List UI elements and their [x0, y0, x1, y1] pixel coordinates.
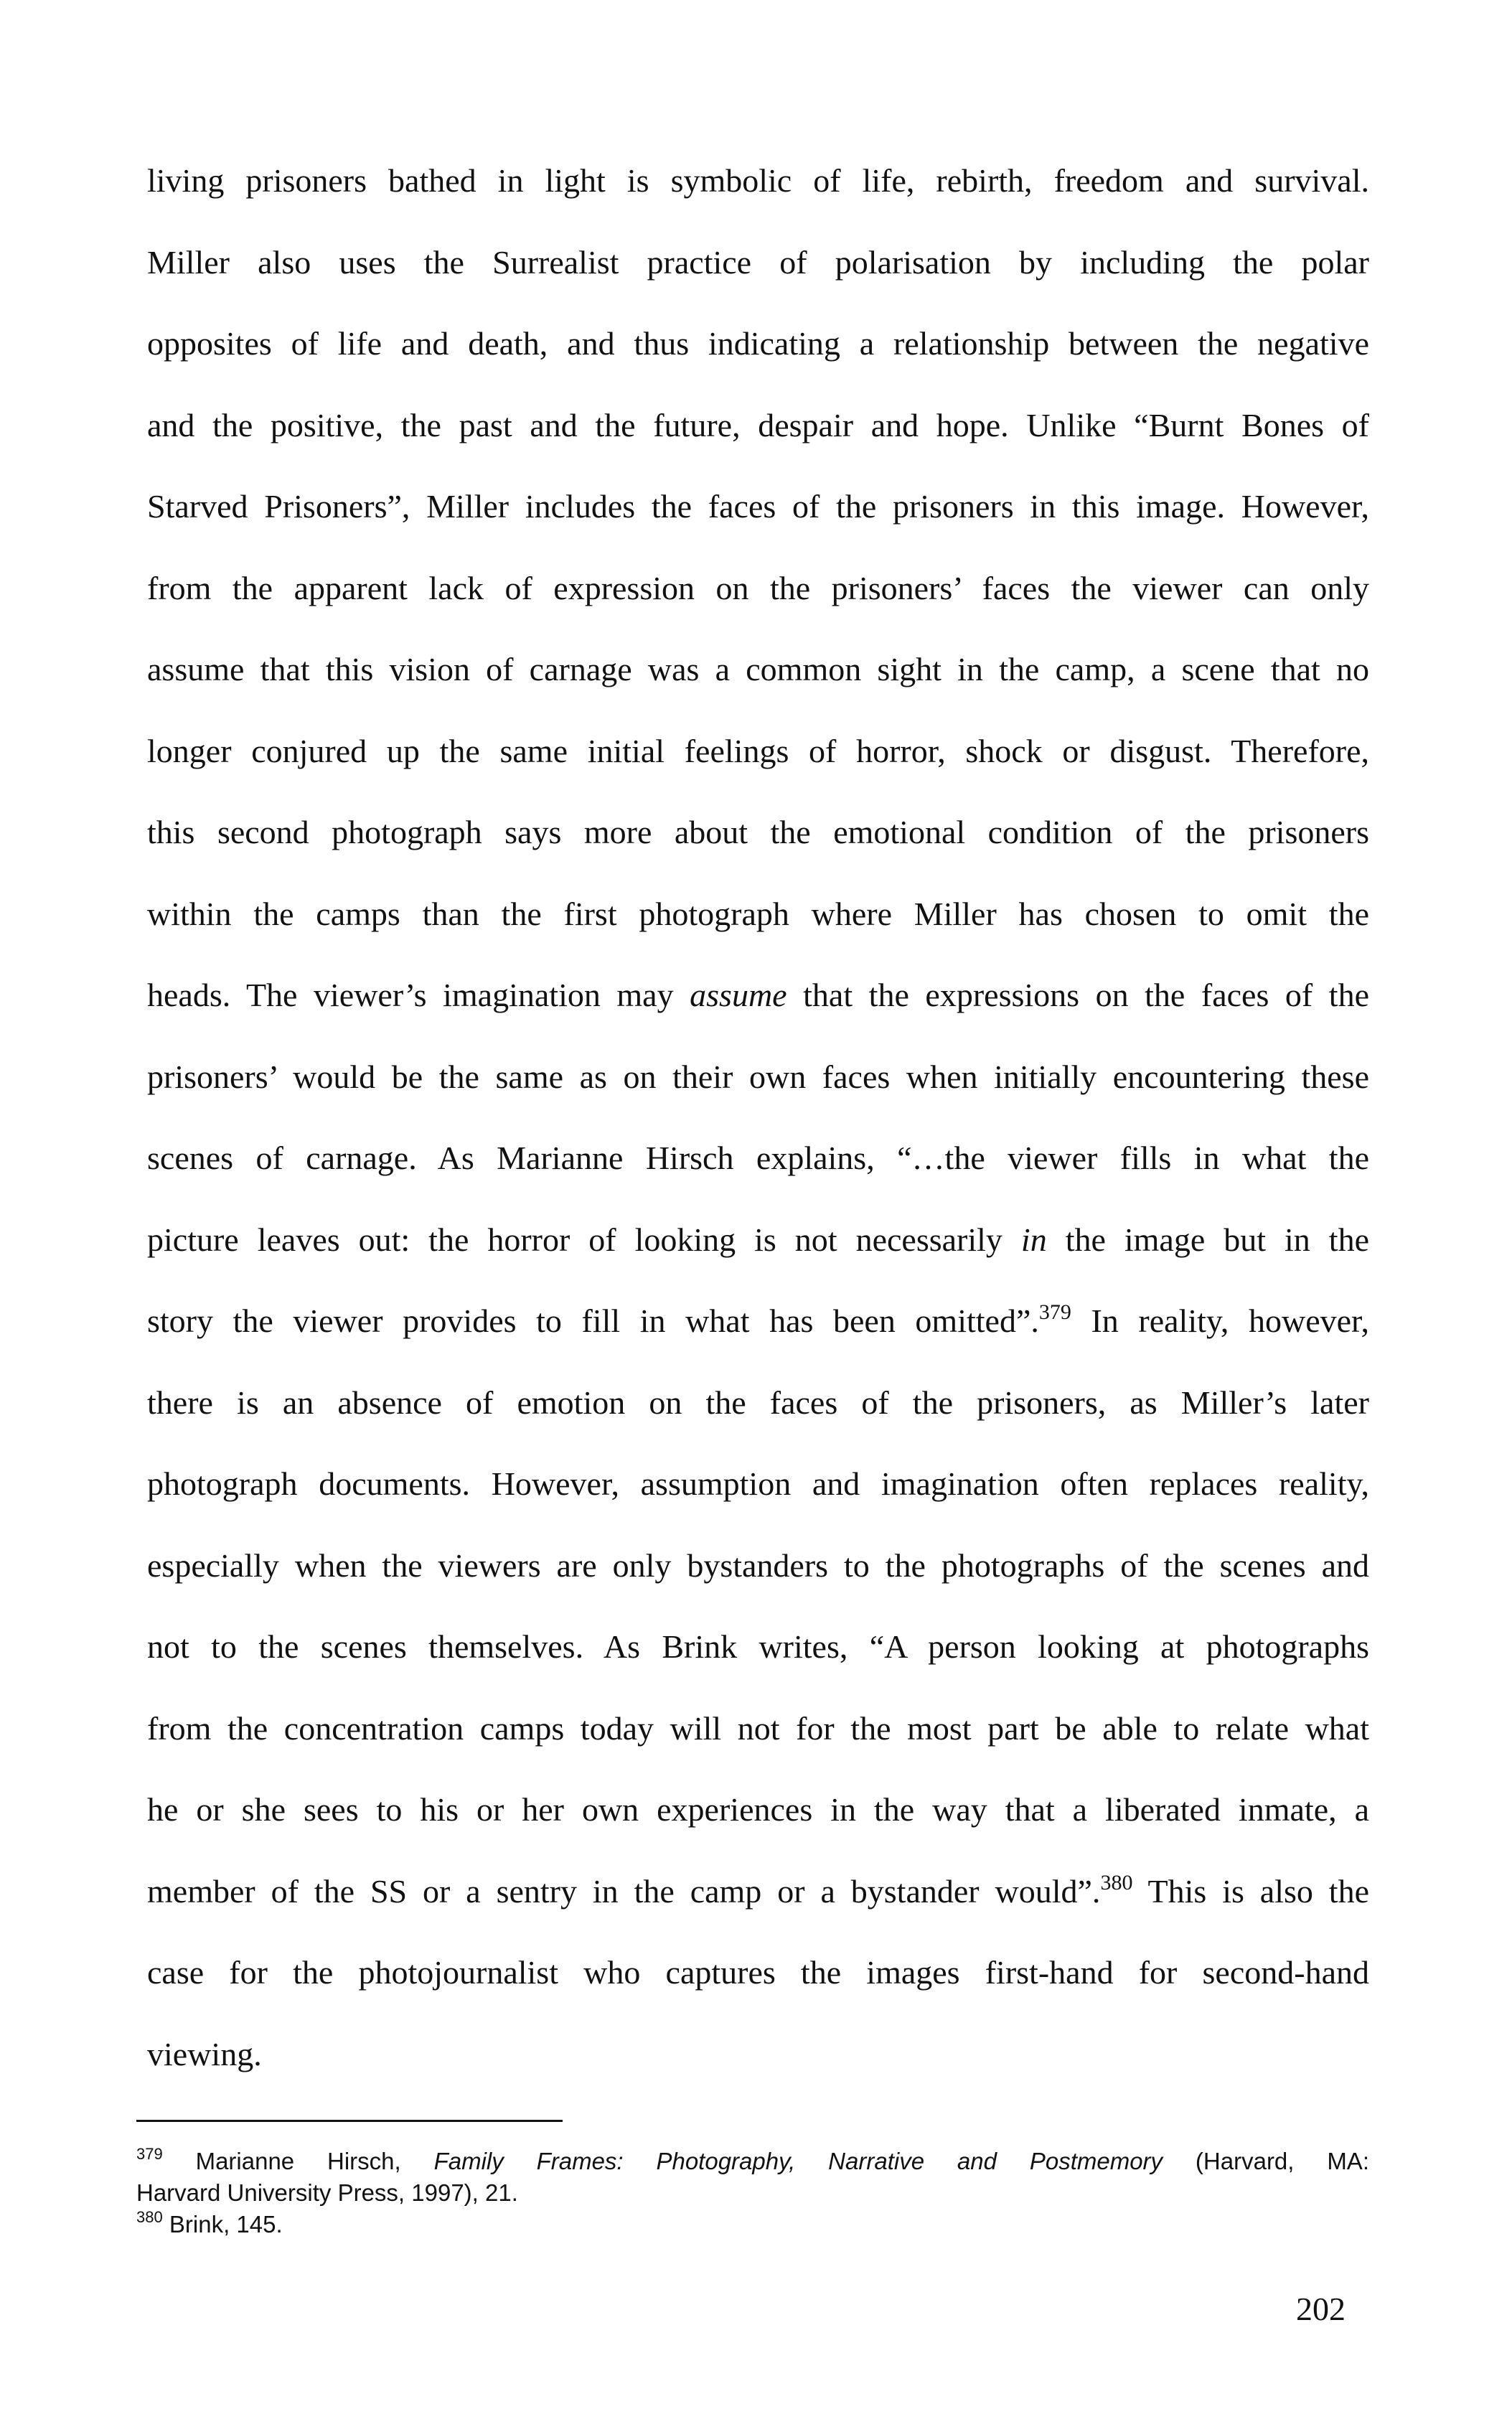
body-line-24: viewing. [147, 2036, 262, 2072]
body-line-15: story the viewer provides to fill in what has been omitted”.$^{379}$ In reality, however, [147, 1300, 1370, 1339]
body-line-22: member of the SS or a sentry in the camp or a bystander would”.$^{380}$ This is also the [147, 1870, 1369, 1910]
body-line-16: there is an absence of emotion on the faces of the prisoners, as Miller’s later [147, 1384, 1369, 1421]
footnote-separator [136, 2120, 563, 2122]
body-line-6: from the apparent lack of expression on the prisoners’ faces the viewer can only [147, 570, 1369, 606]
body-line-8: longer conjured up the same initial feelings of horror, shock or disgust. Therefore, [147, 733, 1369, 769]
footnote-number: 380 [136, 2208, 163, 2226]
body-line-21: he or she sees to his or her own experiences in the way that a liberated inmate, a [147, 1791, 1369, 1828]
body-line-4: and the positive, the past and the future, despair and hope. Unlike “Burnt Bones of [147, 407, 1369, 443]
body-line-18: especially when the viewers are only bystanders to the photographs of the scenes and [147, 1547, 1369, 1584]
footnote-ref-379: 379 [1038, 1300, 1071, 1324]
footnote-379-line-2: Harvard University Press, 1997), 21. [136, 2179, 518, 2206]
body-line-17: photograph documents. However, assumption and imagination often replaces reality, [147, 1465, 1369, 1502]
body-line-2: Miller also uses the Surrealist practice of polarisation by including the polar [147, 244, 1369, 281]
body-line-23: case for the photojournalist who captures the images first-hand for second-hand [147, 1954, 1369, 1991]
body-line-10: within the camps than the first photograph where Miller has chosen to omit the [147, 896, 1369, 932]
body-line-20: from the concentration camps today will not for the most part be able to relate what [147, 1710, 1369, 1747]
body-line-12: prisoners’ would be the same as on their own faces when initially encountering these [147, 1058, 1369, 1095]
body-line-19: not to the scenes themselves. As Brink writes, “A person looking at photographs [147, 1628, 1369, 1665]
body-line-13: scenes of carnage. As Marianne Hirsch explains, “…the viewer fills in what the [147, 1140, 1369, 1176]
body-line-9: this second photograph says more about the emotional condition of the prisoners [147, 814, 1369, 850]
body-line-1: living prisoners bathed in light is symbolic of life, rebirth, freedom and survival. [147, 162, 1369, 199]
page-number: 202 [1296, 2291, 1346, 2327]
footnote-379-line-1: $^{379}$ Marianne Hirsch, Family Frames: Photography, Narrative and Postmemory (Harvard, MA: [136, 2145, 1369, 2174]
footnote-number: 379 [136, 2145, 163, 2163]
footnote-380: $^{380}$ Brink, 145. [136, 2208, 283, 2237]
body-line-5: Starved Prisoners”, Miller includes the faces of the prisoners in this image. However, [147, 488, 1369, 525]
body-line-11: heads. The viewer’s imagination may assume that the expressions on the faces of the [147, 977, 1369, 1013]
body-line-14: picture leaves out: the horror of looking is not necessarily in the image but in the [147, 1221, 1369, 1258]
body-line-3: opposites of life and death, and thus indicating a relationship between the negative [147, 325, 1369, 362]
body-line-7: assume that this vision of carnage was a common sight in the camp, a scene that no [147, 651, 1369, 687]
footnote-ref-380: 380 [1100, 1870, 1133, 1894]
